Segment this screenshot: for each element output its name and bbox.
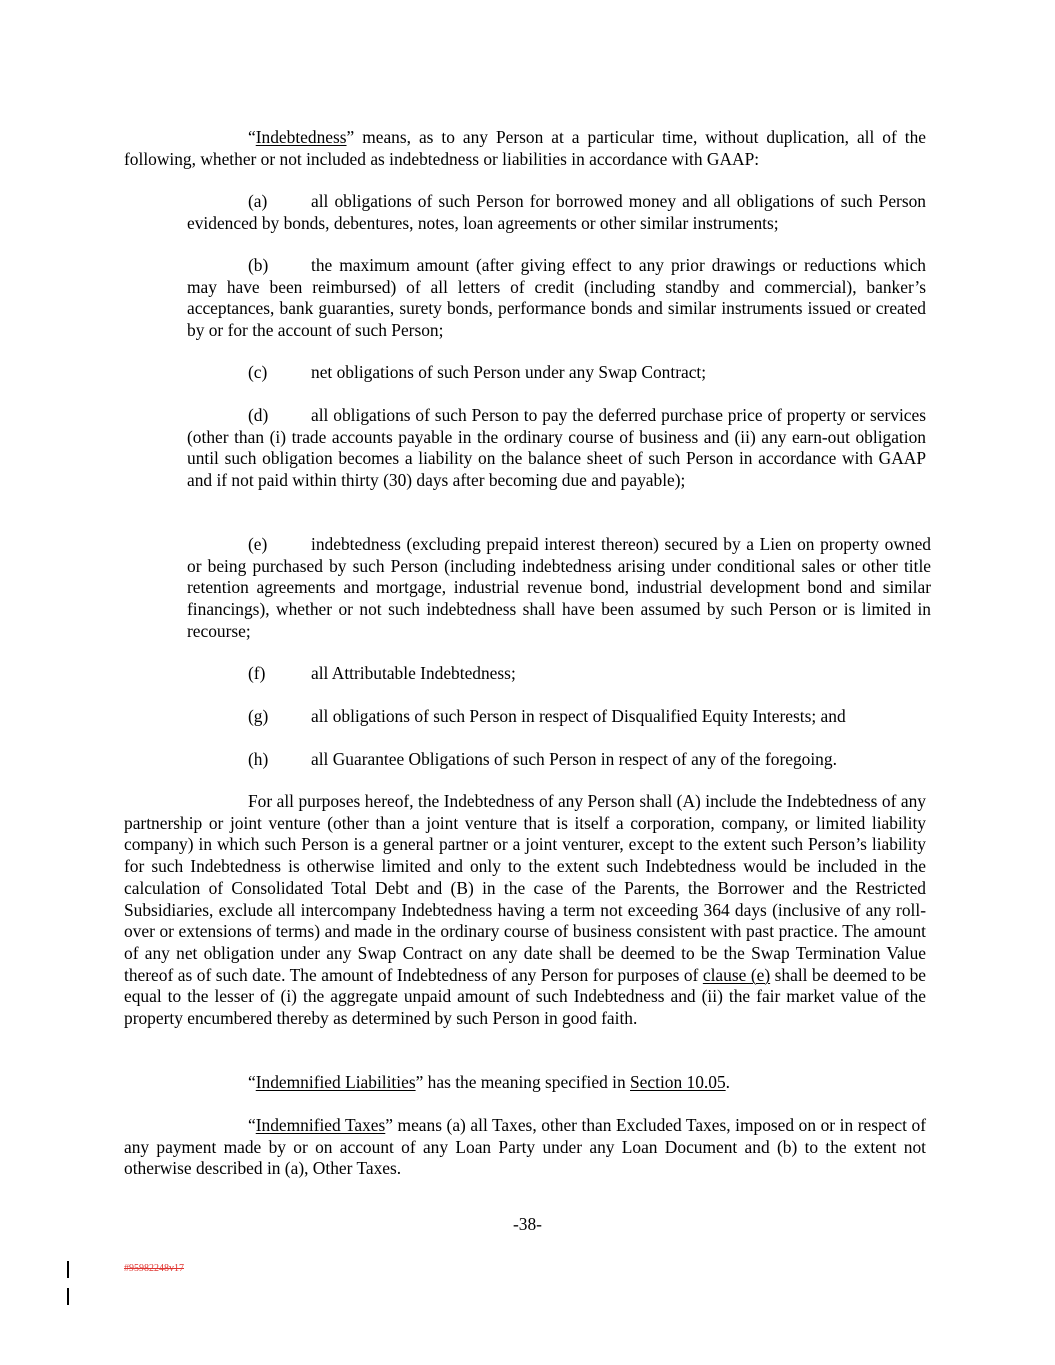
purposes-text: For all purposes hereof, the Indebtedness of any Person shall (A) include the Indebtedness of any partnership or joint venture (other than a joint venture that is itself a corporation, company, or limited liability company) in which such Person is a general partner or a joint venturer, except to the extent such Person’s liability for such Indebtedness is otherwise limited and only to the extent such Indebtedness would be included in the calculation of Consolidated Total Debt and (B) in the case of the Parents, the Borrower and the Restricted Subsidiaries, exclude all intercompany Indebtedness having a term not exceeding 364 days (inclusive of any roll-over or extensions of terms) and made in the ordinary course of business consistent with past practice. The amount of any net obligation under any Swap Contract on any date shall be deemed to be the Swap Termination Value thereof as of such date. The amount of Indebtedness of any Person for purposes of	[124, 791, 926, 985]
item-text: net obligations of such Person under any Swap Contract;	[311, 362, 707, 382]
item-label: (h)	[248, 749, 269, 769]
document-id: #95982248v17	[124, 1263, 184, 1274]
list-item-f	[187, 663, 926, 685]
quote-open: “	[248, 1115, 256, 1135]
item-label: (f)	[248, 663, 266, 683]
item-label: (c)	[248, 362, 268, 382]
item-label: (b)	[248, 255, 269, 275]
defined-term-indemnified-liabilities: Indemnified Liabilities	[255, 1072, 416, 1092]
definition-text: ” has the meaning specified in	[415, 1072, 631, 1092]
change-bar-2	[67, 1288, 69, 1305]
defined-term-indebtedness: Indebtedness	[255, 127, 347, 147]
item-text: all obligations of such Person for borrowed money and all obligations of such Person evidenced by bonds, debentures, notes, loan agreements or other similar instruments;	[187, 191, 926, 233]
purposes-text-end: shall be deemed to be equal to the lesser of (i) the aggregate unpaid amount of such Indebtedness and (ii) the fair market value of the property encumbered thereby as determined by such Person in good faith.	[124, 964, 927, 1029]
quote-open: “	[248, 127, 256, 147]
quote-open: “	[248, 1072, 256, 1092]
list-item-b	[187, 255, 926, 342]
item-text: all obligations of such Person to pay the deferred purchase price of property or services (other than (i) trade accounts payable in the ordinary course of business and (ii) any earn-out obligation until such obligation becomes a liability on the balance sheet of such Person in accordance with GAAP and if not paid within thirty (30) days after becoming due and payable);	[187, 405, 926, 491]
definition-indebtedness	[124, 127, 926, 170]
item-text: all obligations of such Person in respect of Disqualified Equity Interests; and	[311, 706, 846, 726]
item-label: (d)	[248, 405, 269, 425]
section-10-05-link[interactable]: Section 10.05	[630, 1072, 726, 1092]
list-item-c	[187, 362, 926, 384]
item-text: the maximum amount (after giving effect to any prior drawings or reductions which may have been reimbursed) of all letters of credit (including standby and commercial), banker’s acceptances, bank guaranties, surety bonds, performance bonds and similar instruments issued or created by or for the account of such Person;	[187, 255, 926, 341]
clause-e-link[interactable]: clause (e)	[702, 964, 771, 985]
item-text: indebtedness (excluding prepaid interest thereon) secured by a Lien on property owned or being purchased by such Person (including indebtedness arising under conditional sales or other title retention agreements and mortgage, industrial revenue bond, industrial development bond and similar financings), whether or not such indebtedness shall have been assumed by such Person or is limited in recourse;	[187, 534, 931, 641]
item-text: all Attributable Indebtedness;	[311, 663, 516, 683]
list-item-e	[187, 534, 931, 643]
definition-text: ” means (a) all Taxes, other than Excluded Taxes, imposed on or in respect of any payment made by or on account of any Loan Party under any Loan Document and (b) to the extent not otherwise described in (a), Other Taxes.	[124, 1115, 926, 1179]
item-label: (e)	[248, 534, 268, 554]
purposes-paragraph	[124, 791, 926, 1030]
page-number: -38-	[513, 1214, 542, 1234]
definition-indemnified-liabilities	[124, 1072, 926, 1094]
change-bar-1	[67, 1261, 69, 1278]
definition-text-end: .	[725, 1072, 731, 1092]
item-text: all Guarantee Obligations of such Person in respect of any of the foregoing.	[311, 749, 837, 769]
definition-text: ” means, as to any Person at a particular time, without duplication, all of the following, whether or not included as indebtedness or liabilities in accordance with GAAP:	[124, 127, 926, 169]
item-label: (g)	[248, 706, 269, 726]
list-item-h	[187, 749, 926, 771]
list-item-a	[187, 191, 926, 234]
definition-indemnified-taxes	[124, 1115, 926, 1180]
list-item-g	[187, 706, 926, 728]
defined-term-indemnified-taxes: Indemnified Taxes	[255, 1115, 386, 1135]
item-label: (a)	[248, 191, 268, 211]
list-item-d	[187, 405, 926, 492]
